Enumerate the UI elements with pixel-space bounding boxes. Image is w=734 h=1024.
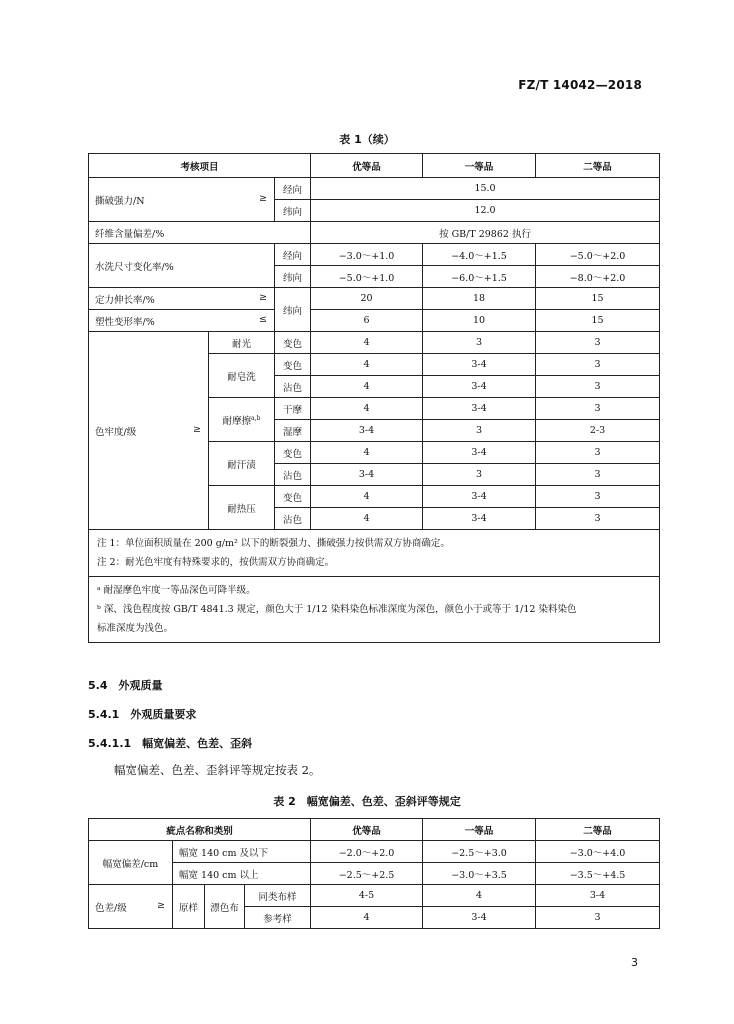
fastness-label: 色牢度/级 [95, 426, 137, 438]
table2-header-row [89, 819, 660, 841]
heat-1-premium: 4 [311, 486, 423, 508]
heat-label: 耐热压 [209, 486, 275, 530]
width-1-premium: −2.0～+2.0 [311, 841, 423, 863]
plastic-first: 10 [423, 310, 536, 332]
footnote-a: ᵃ 耐湿摩色牢度一等品深色可降半级。 [97, 585, 256, 596]
tearing-warp-value: 15.0 [311, 178, 660, 200]
t2-col-header-item: 疵点名称和类别 [89, 819, 311, 841]
color-cmp: ≥ [157, 899, 165, 911]
color-2-premium: 4 [311, 907, 423, 929]
table-row [89, 288, 660, 310]
table-row [89, 178, 660, 200]
width-2-second: −3.5～+4.5 [536, 863, 660, 885]
note-1: 注 1：单位面积质量在 200 g/m² 以下的断裂强力、撕破强力按供需双方协商确定。 [97, 538, 450, 549]
elong-premium: 20 [311, 288, 423, 310]
elong-label-cell [89, 288, 275, 310]
table-row [89, 310, 660, 332]
elong-label: 定力伸长率/% [95, 294, 155, 306]
elong-plastic-weft: 纬向 [275, 288, 311, 332]
tearing-warp: 经向 [275, 178, 311, 200]
tearing-label-cell [89, 178, 275, 222]
table-row [89, 841, 660, 863]
table1-caption: 表 1（续） [339, 133, 395, 146]
elong-second: 15 [536, 288, 660, 310]
section-5-4: 5.4 外观质量 [88, 679, 163, 692]
sweat-sub-2: 沾色 [275, 464, 311, 486]
width-2-premium: −2.5～+2.5 [311, 863, 423, 885]
width-sub-1: 幅宽 140 cm 及以下 [173, 841, 311, 863]
tearing-weft: 纬向 [275, 200, 311, 222]
soap-sub-2: 沾色 [275, 376, 311, 398]
rub-1-first: 3-4 [423, 398, 536, 420]
sweat-1-second: 3 [536, 442, 660, 464]
light-sub: 变色 [275, 332, 311, 354]
rub-sub-2: 湿摩 [275, 420, 311, 442]
shrink-weft-first: −6.0～+1.5 [423, 266, 536, 288]
table1-notes-row [89, 530, 660, 643]
rub-1-premium: 4 [311, 398, 423, 420]
color-2-second: 3 [536, 907, 660, 929]
shrink-warp-second: −5.0～+2.0 [536, 244, 660, 266]
table2-caption: 表 2 幅宽偏差、色差、歪斜评等规定 [273, 795, 461, 808]
rub-2-first: 3 [423, 420, 536, 442]
sweat-1-first: 3-4 [423, 442, 536, 464]
light-premium: 4 [311, 332, 423, 354]
table-row [89, 863, 660, 885]
soap-1-premium: 4 [311, 354, 423, 376]
notes-divider [89, 576, 659, 577]
table-row [89, 244, 660, 266]
light-first: 3 [423, 332, 536, 354]
rub-label-cell [209, 398, 275, 442]
color-1-first: 4 [423, 885, 536, 907]
color-sub-1: 同类布样 [245, 885, 311, 907]
rub-label: 耐摩擦 [222, 415, 252, 427]
t2-col-header-second: 二等品 [536, 819, 660, 841]
soap-1-second: 3 [536, 354, 660, 376]
sweat-2-first: 3 [423, 464, 536, 486]
col-header-premium: 优等品 [311, 154, 423, 178]
shrink-warp-premium: −3.0～+1.0 [311, 244, 423, 266]
heat-sub-1: 变色 [275, 486, 311, 508]
rub-sub-1: 干摩 [275, 398, 311, 420]
tearing-cmp: ≥ [259, 192, 267, 204]
note-2: 注 2：耐光色牢度有特殊要求的，按供需双方协商确定。 [97, 557, 335, 568]
color-sub-2: 参考样 [245, 907, 311, 929]
table-row [89, 885, 660, 907]
elong-first: 18 [423, 288, 536, 310]
soap-2-first: 3-4 [423, 376, 536, 398]
section-paragraph: 幅宽偏差、色差、歪斜评等规定按表 2。 [114, 763, 321, 777]
soap-label: 耐皂洗 [209, 354, 275, 398]
shrink-weft: 纬向 [275, 266, 311, 288]
shrink-warp-first: −4.0～+1.5 [423, 244, 536, 266]
shrink-weft-premium: −5.0～+1.0 [311, 266, 423, 288]
heat-2-first: 3-4 [423, 508, 536, 530]
rub-1-second: 3 [536, 398, 660, 420]
soap-sub-1: 变色 [275, 354, 311, 376]
soap-2-second: 3 [536, 376, 660, 398]
plastic-premium: 6 [311, 310, 423, 332]
color-1-second: 3-4 [536, 885, 660, 907]
col-header-item: 考核项目 [89, 154, 311, 178]
table1 [88, 153, 660, 643]
width-2-first: −3.0～+3.5 [423, 863, 536, 885]
heat-1-first: 3-4 [423, 486, 536, 508]
plastic-label-cell [89, 310, 275, 332]
sweat-2-second: 3 [536, 464, 660, 486]
footnote-b-cont: 标准深度为浅色。 [97, 623, 174, 634]
plastic-cmp: ≤ [259, 313, 267, 325]
sweat-1-premium: 4 [311, 442, 423, 464]
sweat-2-premium: 3-4 [311, 464, 423, 486]
fastness-cmp: ≥ [193, 423, 201, 435]
t2-col-header-first: 一等品 [423, 819, 536, 841]
width-sub-2: 幅宽 140 cm 以上 [173, 863, 311, 885]
color-label-cell [89, 885, 173, 929]
col-header-first: 一等品 [423, 154, 536, 178]
elong-cmp: ≥ [259, 291, 267, 303]
color-2-first: 3-4 [423, 907, 536, 929]
document-code: FZ/T 14042—2018 [518, 78, 642, 92]
heat-1-second: 3 [536, 486, 660, 508]
color-1-premium: 4-5 [311, 885, 423, 907]
heat-2-premium: 4 [311, 508, 423, 530]
t2-col-header-premium: 优等品 [311, 819, 423, 841]
color-label: 色差/级 [95, 902, 127, 914]
heat-sub-2: 沾色 [275, 508, 311, 530]
tearing-weft-value: 12.0 [311, 200, 660, 222]
rub-2-premium: 3-4 [311, 420, 423, 442]
fiber-label: 纤维含量偏差/% [89, 222, 311, 244]
table1-header-row [89, 154, 660, 178]
table1-notes [89, 530, 660, 643]
shrink-warp: 经向 [275, 244, 311, 266]
col-header-second: 二等品 [536, 154, 660, 178]
soap-2-premium: 4 [311, 376, 423, 398]
shrink-label: 水洗尺寸变化率/% [89, 244, 275, 288]
tearing-label: 撕破强力/N [95, 195, 145, 207]
table2 [88, 818, 660, 929]
heat-2-second: 3 [536, 508, 660, 530]
plastic-second: 15 [536, 310, 660, 332]
width-1-first: −2.5～+3.0 [423, 841, 536, 863]
table-row [89, 332, 660, 354]
width-label: 幅宽偏差/cm [89, 841, 173, 885]
color-dye: 漂色布 [205, 885, 245, 929]
color-orig: 原样 [173, 885, 205, 929]
table-row [89, 222, 660, 244]
rub-2-second: 2-3 [536, 420, 660, 442]
page-number: 3 [631, 956, 638, 969]
fiber-value: 按 GB/T 29862 执行 [311, 222, 660, 244]
soap-1-first: 3-4 [423, 354, 536, 376]
sweat-label: 耐汗渍 [209, 442, 275, 486]
light-label: 耐光 [209, 332, 275, 354]
shrink-weft-second: −8.0～+2.0 [536, 266, 660, 288]
footnote-b: ᵇ 深、浅色程度按 GB/T 4841.3 规定，颜色大于 1/12 染料染色标准深度为深色，颜色小于或等于 1/12 染料染色 [97, 604, 577, 615]
light-second: 3 [536, 332, 660, 354]
section-5-4-1-1: 5.4.1.1 幅宽偏差、色差、歪斜 [88, 737, 253, 750]
width-1-second: −3.0～+4.0 [536, 841, 660, 863]
rub-footnote-mark: a,b [251, 414, 261, 422]
plastic-label: 塑性变形率/% [95, 316, 155, 328]
sweat-sub-1: 变色 [275, 442, 311, 464]
fastness-label-cell [89, 332, 209, 530]
section-5-4-1: 5.4.1 外观质量要求 [88, 708, 197, 721]
